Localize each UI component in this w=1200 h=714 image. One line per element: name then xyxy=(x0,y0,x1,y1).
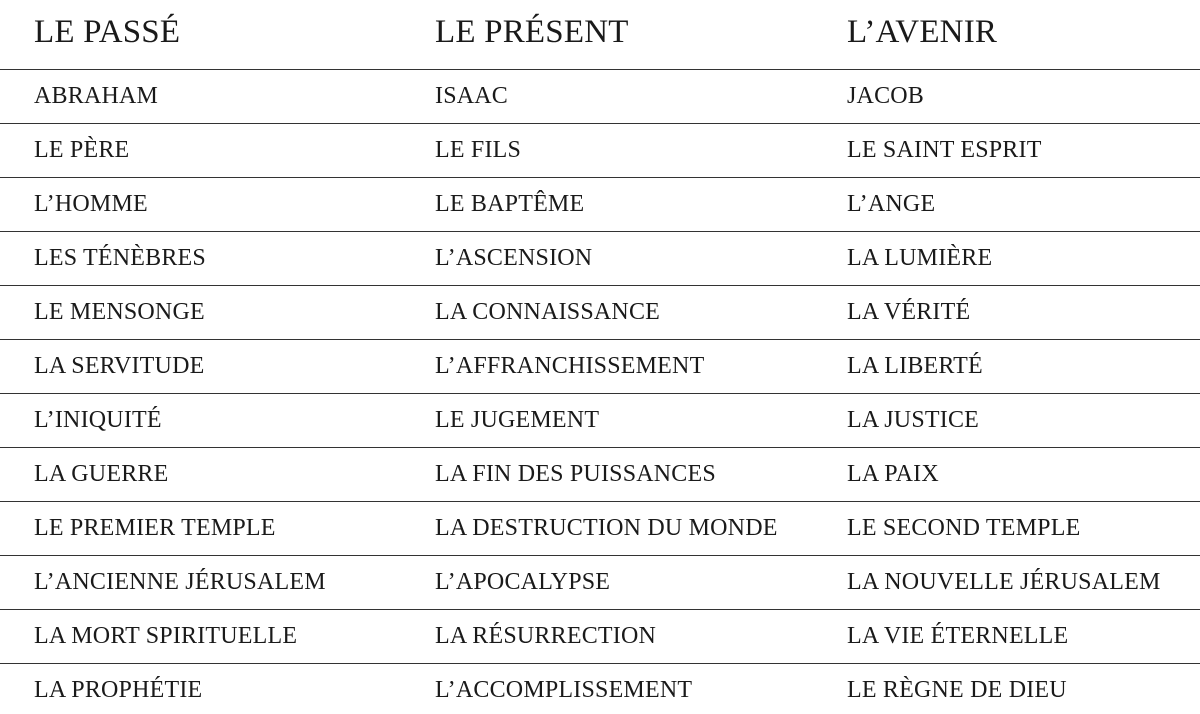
cell-future: LA VÉRITÉ xyxy=(847,299,971,325)
cell-future: LA PAIX xyxy=(847,461,939,487)
cell-past: LA GUERRE xyxy=(34,461,169,487)
table-row xyxy=(0,502,1200,556)
header-present: LE PRÉSENT xyxy=(435,14,629,50)
table-row xyxy=(0,178,1200,232)
cell-present: LA CONNAISSANCE xyxy=(435,299,661,325)
cell-past: LES TÉNÈBRES xyxy=(34,245,206,271)
cell-present: L’AFFRANCHISSEMENT xyxy=(435,353,705,379)
table-row xyxy=(0,124,1200,178)
table-row xyxy=(0,610,1200,664)
cell-present: L’APOCALYPSE xyxy=(435,569,611,595)
cell-future: LA NOUVELLE JÉRUSALEM xyxy=(847,569,1161,595)
cell-present: L’ACCOMPLISSEMENT xyxy=(435,677,693,703)
header-past: LE PASSÉ xyxy=(34,14,181,50)
table-header xyxy=(0,0,1200,70)
cell-future: LE SAINT ESPRIT xyxy=(847,137,1042,163)
cell-present: LA DESTRUCTION DU MONDE xyxy=(435,515,778,541)
cell-present: L’ASCENSION xyxy=(435,245,593,271)
cell-future: LA LIBERTÉ xyxy=(847,353,983,379)
cell-past: LA PROPHÉTIE xyxy=(34,677,203,703)
cell-present: LA RÉSURRECTION xyxy=(435,623,657,649)
cell-future: LE SECOND TEMPLE xyxy=(847,515,1081,541)
table-row xyxy=(0,664,1200,714)
table-row xyxy=(0,340,1200,394)
cell-past: LA SERVITUDE xyxy=(34,353,205,379)
table-row xyxy=(0,232,1200,286)
cell-past: L’HOMME xyxy=(34,191,148,217)
cell-future: LE RÈGNE DE DIEU xyxy=(847,677,1067,703)
cell-present: LE FILS xyxy=(435,137,522,163)
table-row xyxy=(0,448,1200,502)
cell-future: JACOB xyxy=(847,83,925,109)
table-row xyxy=(0,394,1200,448)
cell-past: ABRAHAM xyxy=(34,83,159,109)
cell-future: LA LUMIÈRE xyxy=(847,245,993,271)
cell-future: L’ANGE xyxy=(847,191,936,217)
cell-past: LE PREMIER TEMPLE xyxy=(34,515,276,541)
cell-future: LA JUSTICE xyxy=(847,407,980,433)
cell-past: L’ANCIENNE JÉRUSALEM xyxy=(34,569,326,595)
header-future: L’AVENIR xyxy=(847,14,998,50)
cell-present: LE JUGEMENT xyxy=(435,407,600,433)
cell-past: L’INIQUITÉ xyxy=(34,407,162,433)
cell-present: LE BAPTÊME xyxy=(435,191,585,217)
cell-past: LE PÈRE xyxy=(34,137,130,163)
table-row xyxy=(0,286,1200,340)
cell-future: LA VIE ÉTERNELLE xyxy=(847,623,1069,649)
table-row xyxy=(0,556,1200,610)
cell-past: LE MENSONGE xyxy=(34,299,205,325)
cell-past: LA MORT SPIRITUELLE xyxy=(34,623,298,649)
cell-present: LA FIN DES PUISSANCES xyxy=(435,461,716,487)
cell-present: ISAAC xyxy=(435,83,509,109)
table-row xyxy=(0,70,1200,124)
